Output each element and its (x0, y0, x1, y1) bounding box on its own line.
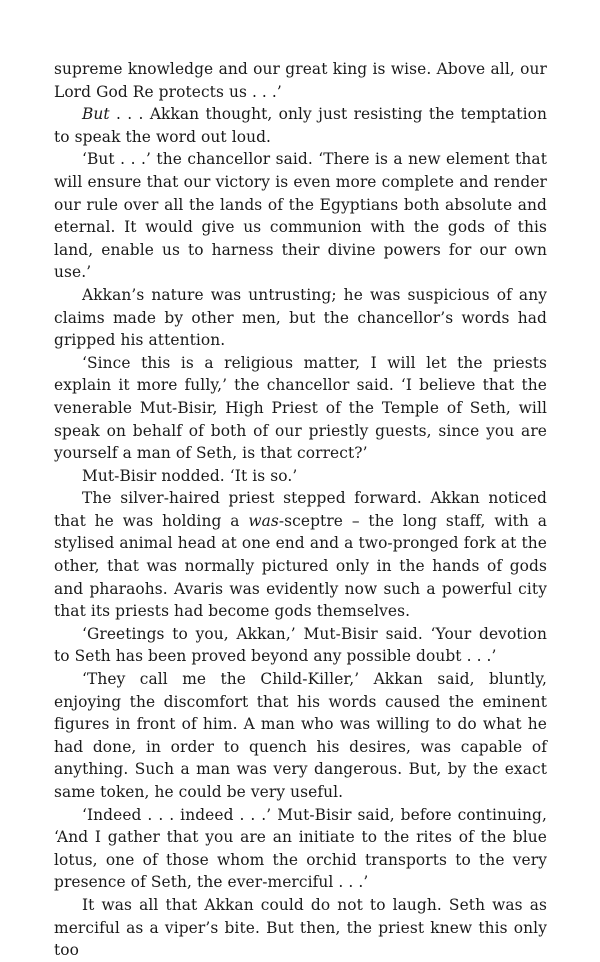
italic-text-run: But (82, 105, 110, 124)
text-run: ‘Greetings to you, Akkan,’ Mut-Bisir said. ‘Your devotion to Seth has been proved beyond any possible doubt . . .’ (54, 624, 547, 666)
paragraph (54, 352, 547, 465)
text-run: ‘But . . .’ the chancellor said. ‘There is a new element that will ensure that our victory is even more complete and render our rule over all the lands of the Egyptians both absolute and eternal. It would give us communion with the gods of this land, enable us to harness their divine powers for our own use.’ (54, 150, 547, 282)
paragraph (54, 58, 547, 103)
text-run: Mut-Bisir nodded. ‘It is so.’ (82, 466, 298, 485)
paragraph (54, 148, 547, 284)
text-run: ‘Since this is a religious matter, I will let the priests explain it more fully,’ the chancellor said. ‘I believe that the venerable Mut-Bisir, High Priest of the Temple of Seth, will speak on behalf of both of our priestly guests, since you are yourself a man of Seth, is that correct?’ (54, 353, 547, 463)
paragraph (54, 804, 547, 894)
italic-text-run: was (248, 511, 279, 530)
text-run: The silver-haired priest stepped forward. Akkan noticed that he was holding a (54, 489, 547, 530)
paragraph (54, 623, 547, 668)
paragraph (54, 894, 547, 962)
text-run: supreme knowledge and our great king is wise. Above all, our Lord God Re protects us . . .’ (54, 60, 547, 101)
text-run: ‘Indeed . . . indeed . . .’ Mut-Bisir said, before continuing, ‘And I gather that you are an initiate to the rites of the blue lotus, one of those whom the orchid transports to the very presence of Seth, the ever-merciful . . .’ (54, 805, 547, 892)
text-run: ‘They call me the Child-Killer,’ Akkan said, bluntly, enjoying the discomfort that his words caused the eminent figures in front of him. A man who was willing to do what he had done, in order to quench his desires, was capable of anything. Such a man was very dangerous. But, by the exact same token, he could be very useful. (54, 670, 547, 801)
paragraph (54, 668, 547, 804)
text-run: It was all that Akkan could do not to laugh. Seth was as merciful as a viper’s bite. But then, the priest knew this only too (54, 895, 547, 960)
text-run: . . . Akkan thought, only just resisting the temptation to speak the word out loud. (54, 105, 547, 146)
text-run: Akkan’s nature was untrusting; he was suspicious of any claims made by other men, but the chancellor’s words had gripped his attention. (54, 285, 547, 350)
paragraph (54, 284, 547, 352)
text-run: -sceptre – the long staff, with a stylised animal head at one end and a two-pronged fork at the other, that was normally pictured only in the hands of gods and pharaohs. Avaris was evidently now such a powerful city that its priests had become gods themselves. (54, 511, 547, 621)
book-page (54, 58, 547, 962)
paragraph (54, 103, 547, 148)
paragraph (54, 465, 547, 488)
paragraph (54, 487, 547, 623)
